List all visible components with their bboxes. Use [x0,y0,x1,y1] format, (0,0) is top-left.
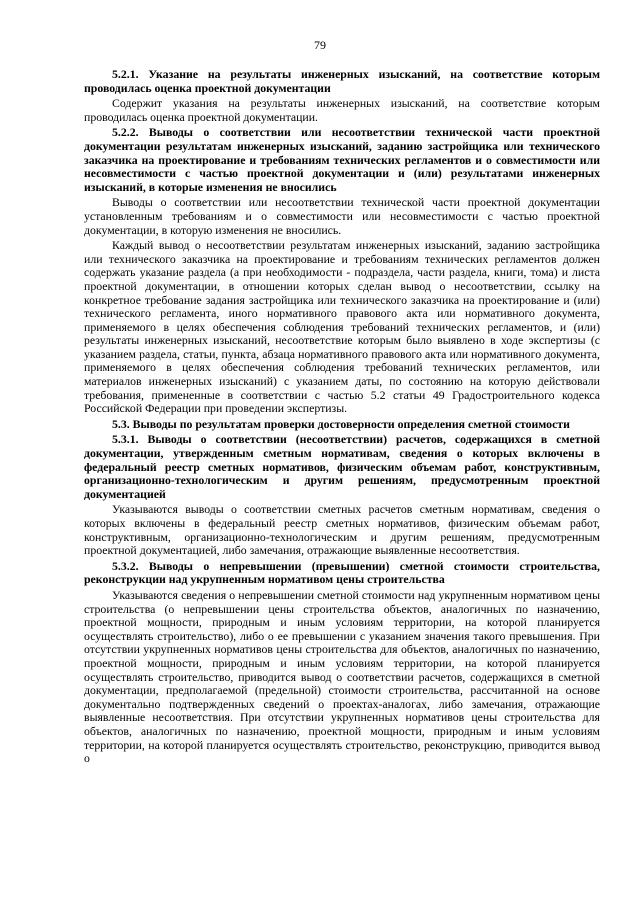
paragraph: Выводы о соответствии или несоответствии технической части проектной документации установленным требованиям и о совместимости или несовместимости с частью проектной документации, в которую изменения не вносились. [84,195,600,237]
paragraph: Каждый вывод о несоответствии результатам инженерных изысканий, заданию застройщика или технического заказчика на проектирование и требованиям технических регламентов должен содержать указание раздела (а при необходимости - подраздела, части раздела, книги, тома) и листа проектной документации, в отношении которых сделан вывод о несоответствии, ссылку на конкретное требование задания застройщика или технического заказчика на проектирование и (или) технического регламента, иного нормативного правового акта или нормативного документа, применяемого в целях обеспечения соблюдения требований технических регламентов, и (или) результаты инженерных изысканий, несоответствие которым было выявлено в ходе экспертизы (с указанием раздела, статьи, пункта, абзаца нормативного правового акта или нормативного документа, применяемого в целях обеспечения соблюдения требований технических регламентов, или материалов инженерных изысканий) с указанием даты, по состоянию на которую действовали требования, примененные в соответствии с частью 5.2 статьи 49 Градостроительного кодекса Российской Федерации при проведении экспертизы. [84,238,600,416]
page-number: 79 [314,38,326,52]
heading-5-3-2: 5.3.2. Выводы о непревышении (превышении) сметной стоимости строительства, реконструкции над укрупненным нормативом цены строительства [84,558,600,587]
heading-5-2-1: 5.2.1. Указание на результаты инженерных изысканий, на соответствие которым проводилась оценка проектной документации [84,67,600,95]
paragraph: Содержит указания на результаты инженерных изысканий, на соответствие которым проводилась оценка проектной документации. [84,96,600,124]
heading-5-2-2: 5.2.2. Выводы о соответствии или несоответствии технической части проектной документации результатам инженерных изысканий, заданию застройщика или технического заказчика на проектирование и требованиям технических регламентов и о совместимости или несовместимости с частью проектной документации и (или) результатами инженерных изысканий, в которые изменения не вносились [84,125,600,194]
paragraph: Указываются выводы о соответствии сметных расчетов сметным нормативам, сведения о которых включены в федеральный реестр сметных нормативов, физическим объемам работ, конструктивным, организационно-технологическим и другим решениям, предусмотренным проектной документацией, либо замечания, отражающие выявленные несоответствия. [84,502,600,558]
page-content [84,68,600,768]
heading-5-3-1: 5.3.1. Выводы о соответствии (несоответствии) расчетов, содержащихся в сметной документации, утвержденным сметным нормативам, сведения о которых включены в федеральный реестр сметных нормативов, физическим объемам работ, конструктивным, организационно-технологическим и другим решениям, предусмотренным проектной документацией [84,432,600,501]
paragraph: Указываются сведения о непревышении сметной стоимости над укрупненным нормативом цены строительства (о непревышении цены строительства объектов, аналогичных по назначению, проектной мощности, природным и иным условиям территории, на которой планируется осуществлять строительство), либо о ее превышении с указанием значения такого превышения. При отсутствии укрупненных нормативов цены строительства для объектов, аналогичных по назначению, проектной мощности, природным и иным условиям территории, на которой планируется осуществлять строительство, приводится вывод о соответствии расчетов, содержащихся в сметной документации, предполагаемой (предельной) стоимости строительства, рассчитанной на основе документально подтвержденных сведений о проектах-аналогах, либо замечания, отражающие выявленные несоответствия. При отсутствии укрупненных нормативов цены строительства для объектов, аналогичных по назначению, проектной мощности, природным и иным условиям территории, на которой планируется осуществлять строительство, реконструкцию, приводится вывод о [84,587,600,766]
heading-5-3: 5.3. Выводы по результатам проверки достоверности определения сметной стоимости [112,416,570,431]
